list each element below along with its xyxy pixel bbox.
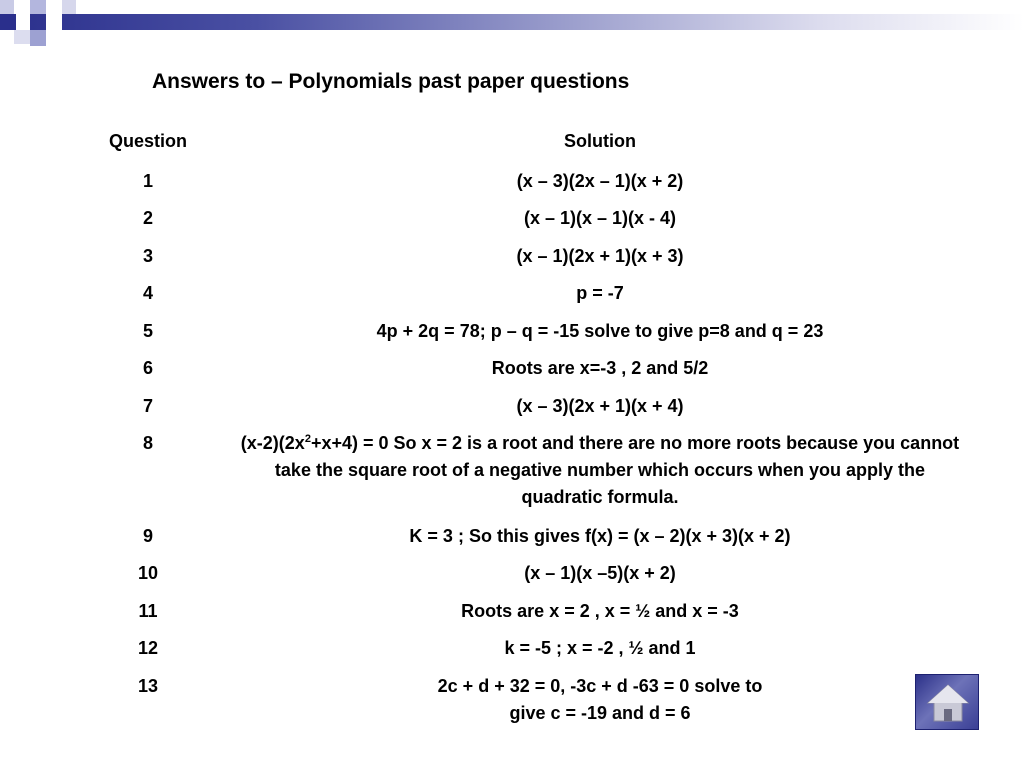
solution-column-header: Solution	[564, 131, 636, 151]
question-number: 7	[142, 396, 153, 416]
solution-line: give c = -19 and d = 6	[509, 703, 691, 723]
solution-text: p = -7	[576, 283, 624, 303]
question-number: 2	[142, 208, 153, 228]
table-header-row	[0, 128, 1024, 160]
solution-text: K = 3 ; So this gives f(x) = (x – 2)(x + 3)(x + 2)	[409, 526, 791, 546]
question-number: 11	[138, 601, 158, 621]
question-number: 3	[142, 246, 153, 266]
decorative-square	[0, 0, 14, 14]
question-number: 4	[142, 283, 153, 303]
solution-text: (x – 3)(2x + 1)(x + 4)	[516, 396, 684, 416]
question-number: 8	[142, 433, 153, 453]
decorative-square	[30, 0, 46, 14]
superscript-exponent: 2	[304, 433, 311, 445]
solution-text: Roots are x=-3 , 2 and 5/2	[491, 358, 709, 378]
decorative-square	[0, 14, 16, 30]
solution-text-part: +x+4) = 0 So x = 2 is a root and there are no more roots because you cannot take the square root of a negative number which occurs when you apply the quadratic formula.	[274, 433, 960, 507]
question-number: 6	[142, 358, 153, 378]
question-number: 9	[142, 526, 153, 546]
solution-text: k = -5 ; x = -2 , ½ and 1	[504, 638, 696, 658]
solution-text-part: (x-2)(2x	[240, 433, 305, 453]
question-number: 12	[137, 638, 159, 658]
solution-text: (x – 1)(2x + 1)(x + 3)	[516, 246, 684, 266]
question-number: 13	[137, 676, 159, 696]
question-number: 10	[137, 563, 159, 583]
solution-text	[240, 430, 960, 511]
decorative-square	[62, 0, 76, 14]
home-icon	[926, 681, 970, 725]
solution-text	[250, 673, 950, 727]
decorative-square	[46, 14, 62, 30]
solution-text: 4p + 2q = 78; p – q = -15 solve to give p=8 and q = 23	[376, 321, 824, 341]
question-number: 5	[142, 321, 153, 341]
decorative-square	[30, 30, 46, 46]
solution-line: 2c + d + 32 = 0, -3c + d -63 = 0 solve to	[437, 676, 763, 696]
solution-text: (x – 1)(x – 1)(x - 4)	[523, 208, 677, 228]
question-column-header: Question	[108, 131, 187, 151]
solution-text: (x – 1)(x –5)(x + 2)	[524, 563, 676, 583]
question-number: 1	[142, 171, 153, 191]
decorative-square	[16, 14, 30, 30]
answers-table	[0, 128, 1024, 723]
solution-text: Roots are x = 2 , x = ½ and x = -3	[461, 601, 739, 621]
home-button[interactable]	[915, 674, 979, 730]
page-title: Answers to – Polynomials past paper questions	[152, 70, 630, 93]
decorative-square	[14, 30, 30, 44]
solution-text: (x – 3)(2x – 1)(x + 2)	[516, 171, 684, 191]
header-gradient-band	[0, 14, 1024, 30]
